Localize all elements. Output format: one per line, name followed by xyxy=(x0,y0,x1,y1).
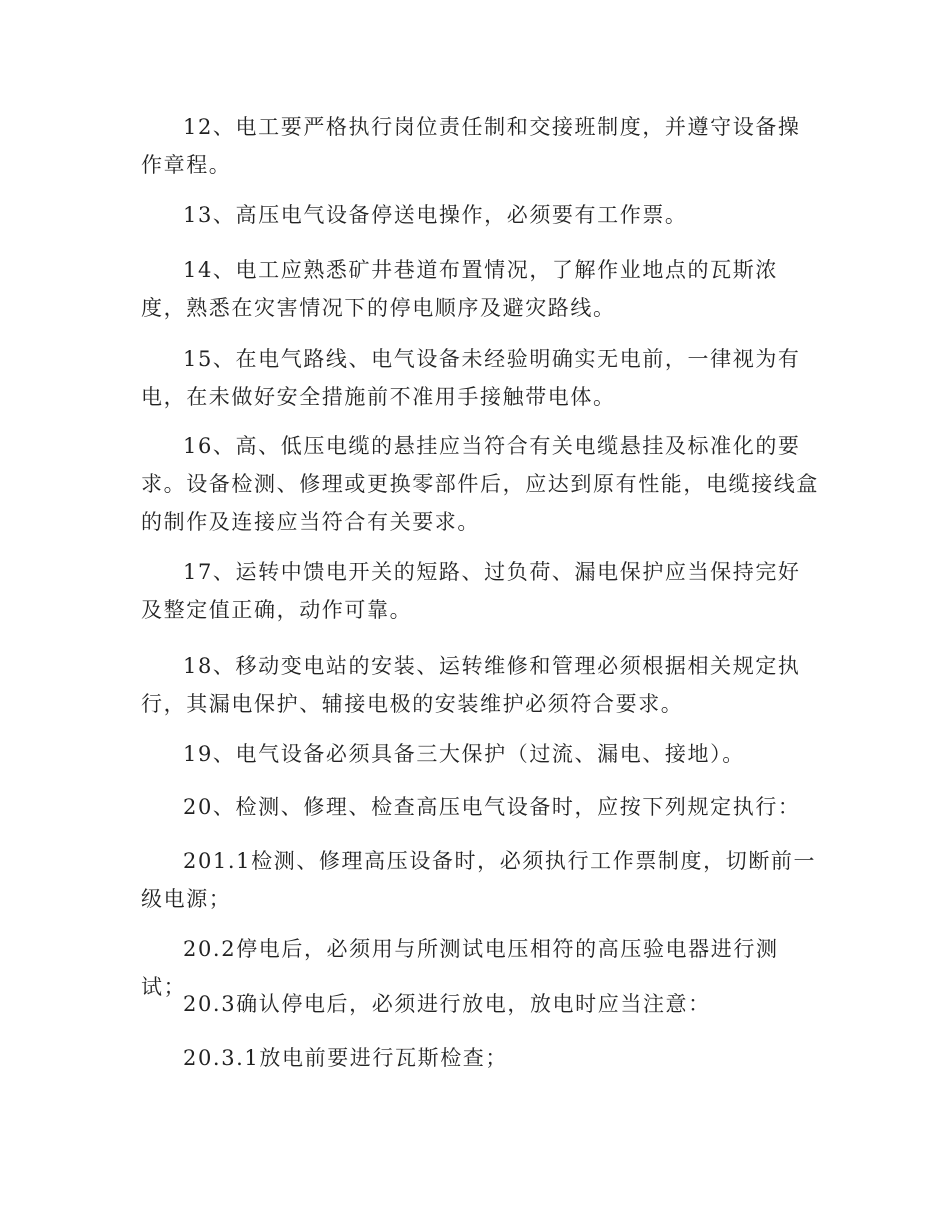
paragraph-item-20-1: 201.1检测、修理高压设备时，必须执行工作票制度，切断前一级电源； xyxy=(141,849,817,911)
paragraph-item-20-3: 20.3确认停电后，必须进行放电，放电时应当注意： xyxy=(183,992,711,1016)
paragraph-item-18: 18、移动变电站的安装、运转维修和管理必须根据相关规定执行，其漏电保护、辅接电极的安装维护必须符合要求。 xyxy=(141,654,801,716)
paragraph-item-14: 14、电工应熟悉矿井巷道布置情况，了解作业地点的瓦斯浓度，熟悉在灾害情况下的停电顺序及避灾路线。 xyxy=(141,258,778,320)
paragraph-item-17: 17、运转中馈电开关的短路、过负荷、漏电保护应当保持完好及整定值正确，动作可靠。 xyxy=(141,560,801,622)
paragraph-item-19: 19、电气设备必须具备三大保护（过流、漏电、接地）。 xyxy=(183,742,745,766)
paragraph-item-12: 12、电工要严格执行岗位责任制和交接班制度，并遵守设备操作章程。 xyxy=(141,115,801,177)
paragraph-item-15: 15、在电气路线、电气设备未经验明确实无电前，一律视为有电，在未做好安全措施前不准用手接触带电体。 xyxy=(141,347,801,409)
paragraph-item-13: 13、高压电气设备停送电操作，必须要有工作票。 xyxy=(183,203,688,227)
paragraph-item-16: 16、高、低压电缆的悬挂应当符合有关电缆悬挂及标准化的要求。设备检测、修理或更换零部件后，应达到原有性能，电缆接线盒的制作及连接应当符合有关要求。 xyxy=(141,434,819,534)
paragraph-item-20-2: 20.2停电后，必须用与所测试电压相符的高压验电器进行测试； xyxy=(141,937,779,999)
paragraph-item-20: 20、检测、修理、检查高压电气设备时，应按下列规定执行： xyxy=(183,795,801,819)
paragraph-item-20-3-1: 20.3.1放电前要进行瓦斯检查； xyxy=(183,1046,508,1070)
